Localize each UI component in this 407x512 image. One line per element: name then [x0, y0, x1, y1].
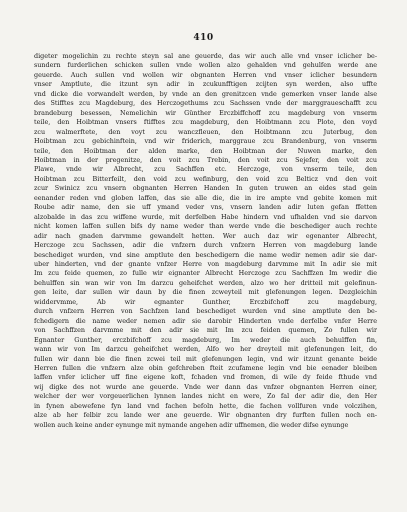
body-text: [34, 52, 377, 430]
text-line: Im zcu feide quemen, zo fulle wir eignanter Albrecht Herczoge zcu Sachffzen Im wedir die: [34, 269, 377, 278]
text-line: behulffen sin wan wir von Im darzcu geheifchet werden, alzo wo her dritteil mit gelefinun-: [34, 278, 377, 287]
text-line: wollen auch keine ander eynunge mit nymande angehen adir uffnemen, die weder difse eynunge: [34, 420, 349, 429]
text-line: zcu walmerftete, den voyt zcu wanczfleuen, den Hoibtmann zcu Juterbug, den: [34, 127, 377, 136]
text-line: Hoibtman zcu Bitterfeilt, den void zcu wefinburg, den void zcu Belticz vnd den voit: [34, 174, 377, 183]
text-line: Roube adir name, den sie uff ymand veder vns, vnsern landen adir luten gefan ffetten: [34, 203, 377, 212]
text-line: vnser Amptlute, die itzunt syn adir in zcukunfftigen zcijten syn werden, also uffte: [34, 80, 377, 89]
text-line: beschediget wurden, vnd sine amptlute den beschedigern die name wedir nemen adir sie dar-: [34, 250, 377, 259]
text-line: uber hinderten, vnd der gnante vnfzer Herre von magdeburg darvmme mit In adir sie mit: [34, 259, 377, 268]
text-line: von Sachffzen darvmme mit den adir sie mit Im zcu feiden quemen, Zo fullen wir: [34, 326, 377, 335]
page-number: 410: [193, 33, 214, 43]
text-line: in fynen abewefene fyn land vnd fachen befoln hette, die fachen vollfuren vnde volczihen,: [34, 401, 377, 410]
text-line: Plawe, vnde wir Albrecht, zcu Sachffen etc. Herczoge, von vnserm teile, den: [34, 165, 377, 174]
text-line: sundern furderlichen schicken sullen vnde wollen alzo gehalden vnd gehulfen werde ane: [34, 61, 377, 70]
text-line: widdervmme, Ab wir egnanter Gunther, Erczbifchoff zcu magdeburg,: [34, 297, 377, 306]
text-line: brandeburg besessen, Nemelichin wir Günther Erczbiffchoff zcu magdeburg von vnserm: [34, 108, 377, 117]
text-line: welcher der wer vorgeuerlichen lynnen landes nicht en were, Zo fal der adir die, den Her: [34, 392, 377, 401]
text-line: fchedigern die name weder nemen adir sie darobir Hinderten vnde derfelbe vnfer Herre: [34, 316, 377, 325]
text-line: vnd dicke die vorwandelt werden, by vnde an den grenitzcen vnde gemerken vnser lande alse: [34, 89, 377, 98]
text-line: alzobalde in das zcu wiffene wurde, mit derfelben Habe hindern vnd ufhalden vnd sie darvon: [34, 212, 377, 221]
text-line: zcur Swinicz zcu vnsern obgnanten Herren Handen In guten truwen an eides stad gein: [34, 184, 377, 193]
text-line: teile, den Hoibtman vnsers ftifftes zcu magdeburg, den Hoibtmann zcu Plote, den voyd: [34, 118, 377, 127]
text-line: alze ab her felbir zcu lande wer ane geuerde. Wir obgnanten dry furften fullen noch en-: [34, 411, 377, 420]
text-line: laffen vnfer iclicher uff fine eigene koft, fchaden vnd fromen, di wile dy feide fthude vnd: [34, 373, 377, 382]
text-line: Hoibtman in der pregenitze, den voit zcu Trebin, den voit zcu Sejefer, den voit zcu: [34, 155, 377, 164]
text-line: Herczoge zcu Sachssen, adir die vnfzern durch vnfzern Herren von magdeburg lande: [34, 241, 377, 250]
text-line: teile, den Hoibtman der alden marke, den Hoibtman der Nuwen marke, den: [34, 146, 377, 155]
text-line: wij digke des not wurde ane geuerde. Vnde wer dann das vnfzer obgnanten Herren einer,: [34, 382, 377, 391]
text-line: Herren fullen die vnfzern alze obin gefchreben fteit zcufamene legin vnd bie eenader bleiben: [34, 363, 377, 372]
text-line: Egnanter Gunther, erczbifchoff zcu magdeburg, Im weder die auch behulffen fin,: [34, 335, 377, 344]
text-line: geuerde. Auch sullen vnd wollen wir obgnanten Herren vnd vnser iclicher besundern: [34, 70, 377, 79]
text-line: durch vnfzern Herren von Sachfzen land beschediget wurden vnd sine amptlute den be-: [34, 307, 377, 316]
text-line: gen leite, dar sullen wir daun by die finen zcweyteil mit glefenungen legen. Dezgleichin: [34, 288, 377, 297]
text-line: adir nach gnaden darvmme gewandelt hetten. Wer auch daz wir egenanter Albrecht,: [34, 231, 377, 240]
text-line: des Stifftes zcu Magdeburg, des Herczogethums zcu Sachssen vnde der marggraueschafft zcu: [34, 99, 377, 108]
text-line: digeter mogelichin zu rechte steyn sal ane geuerde, das wir auch alle vnd vnser iclicher be-: [34, 52, 377, 60]
text-line: eenander reden vnd globen laffen, das sie alle die, die in ire ampte vnd gebite komen mit: [34, 193, 377, 202]
text-line: fullen wir dann bie die finen zcwei teil mit glefenungen legin, vnd wir itzunt genante beide: [34, 354, 377, 363]
text-line: nicht komen laffen sullen bifs dy name weder than werde vnde die beschediger auch rechte: [34, 222, 377, 231]
text-line: Hoibtman zcu gebichinftein, vnd wir friderich, marggraue zcu Brandenburg, von vnserm: [34, 137, 377, 146]
text-line: wann wir von Im darzcu geheifchet werden, Alfo wo her dreyteil mit glefenungen leit, do: [34, 345, 377, 354]
